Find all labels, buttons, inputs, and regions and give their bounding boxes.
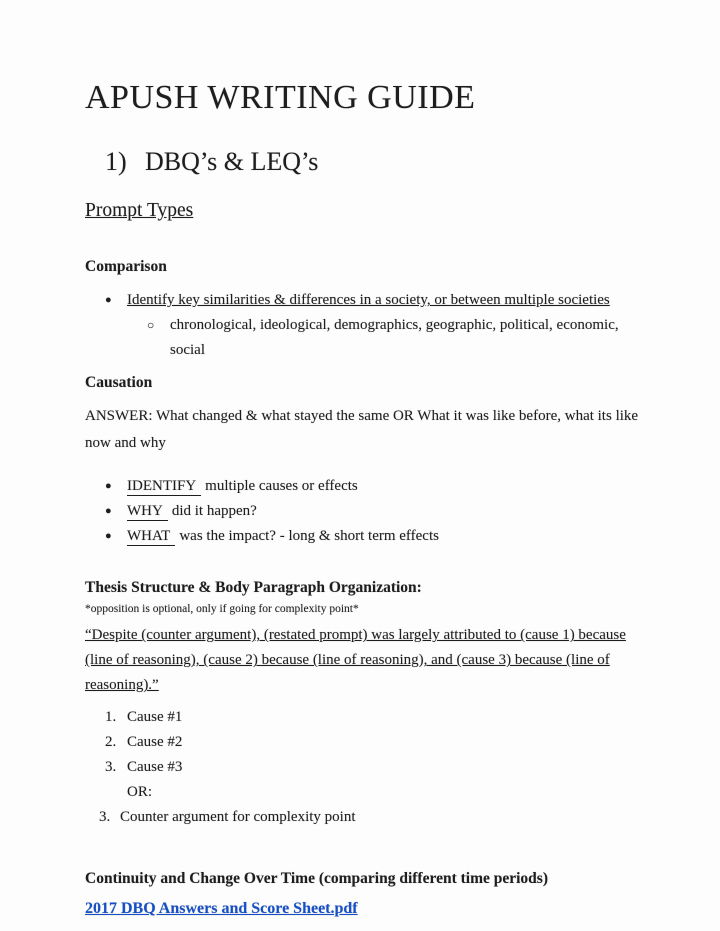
- dbq-score-sheet-link[interactable]: 2017 DBQ Answers and Score Sheet.pdf: [85, 900, 358, 918]
- causation-answer-text: ANSWER: What changed & what stayed the same OR What it was like before, what its like now and why: [85, 407, 639, 451]
- causation-bullet-list: [85, 474, 642, 549]
- thesis-heading: Thesis Structure & Body Paragraph Organization:: [85, 578, 422, 596]
- bullet-text: [127, 499, 257, 524]
- list-marker: 1.: [105, 709, 117, 726]
- thesis-note: *opposition is optional, only if going for complexity point*: [85, 603, 359, 616]
- bullet-rest: multiple causes or effects: [205, 477, 358, 494]
- bullet-icon: ●: [105, 479, 112, 492]
- list-item-or: [85, 780, 642, 805]
- comparison-bullet: [85, 288, 642, 313]
- comparison-bullet-text: Identify key similarities & differences in a society, or between multiple societies: [127, 292, 610, 309]
- causation-bullet-identify: [85, 474, 642, 499]
- circle-bullet-icon: ○: [147, 318, 155, 333]
- bullet-icon: ●: [105, 504, 112, 517]
- list-item-text: Cause #2: [127, 734, 183, 751]
- dbq-leq-heading: [105, 146, 642, 177]
- comparison-sub-bullet-text: chronological, ideological, demographics, geographic, political, economic, social: [170, 317, 619, 359]
- keyword-identify: IDENTIFY: [127, 478, 201, 496]
- list-item-text: Counter argument for complexity point: [120, 809, 356, 826]
- thesis-template-sentence: “Despite (counter argument), (restated prompt) was largely attributed to (cause 1) because (line of reasoning), (cause 2) because (line of reasoning), and (cause 3) because (line of reasoning).”: [85, 627, 626, 694]
- list-item-text: Cause #3: [127, 759, 183, 776]
- heading-number: 1): [105, 147, 127, 177]
- document-title: APUSH WRITING GUIDE: [85, 79, 476, 116]
- list-item-cause3: [85, 755, 642, 780]
- list-item-cause1: [85, 705, 642, 730]
- bullet-icon: ●: [105, 294, 112, 307]
- keyword-what: WHAT: [127, 528, 175, 546]
- comparison-sub-bullet: [85, 313, 642, 363]
- list-marker: 3.: [99, 809, 111, 826]
- causation-bullet-what: [85, 524, 642, 549]
- heading-label: DBQ’s & LEQ’s: [145, 147, 319, 177]
- bullet-rest: did it happen?: [171, 502, 257, 519]
- keyword-why: WHY: [127, 503, 168, 521]
- list-marker: 3.: [105, 759, 117, 776]
- list-item-counter-argument: [85, 805, 642, 830]
- list-item-text: OR:: [127, 784, 153, 801]
- comparison-heading: Comparison: [85, 257, 167, 275]
- list-marker: 2.: [105, 734, 117, 751]
- list-item-cause2: [85, 730, 642, 755]
- bullet-icon: ●: [105, 529, 112, 542]
- bullet-text: [127, 474, 358, 499]
- ccot-heading: Continuity and Change Over Time (comparing different time periods): [85, 870, 548, 888]
- causation-heading: Causation: [85, 374, 153, 392]
- prompt-types-heading: Prompt Types: [85, 200, 194, 222]
- bullet-rest: was the impact? - long & short term effects: [179, 527, 439, 544]
- list-item-text: Cause #1: [127, 709, 183, 726]
- causation-bullet-why: [85, 499, 642, 524]
- thesis-ordered-list: [85, 705, 642, 830]
- bullet-text: [127, 524, 439, 549]
